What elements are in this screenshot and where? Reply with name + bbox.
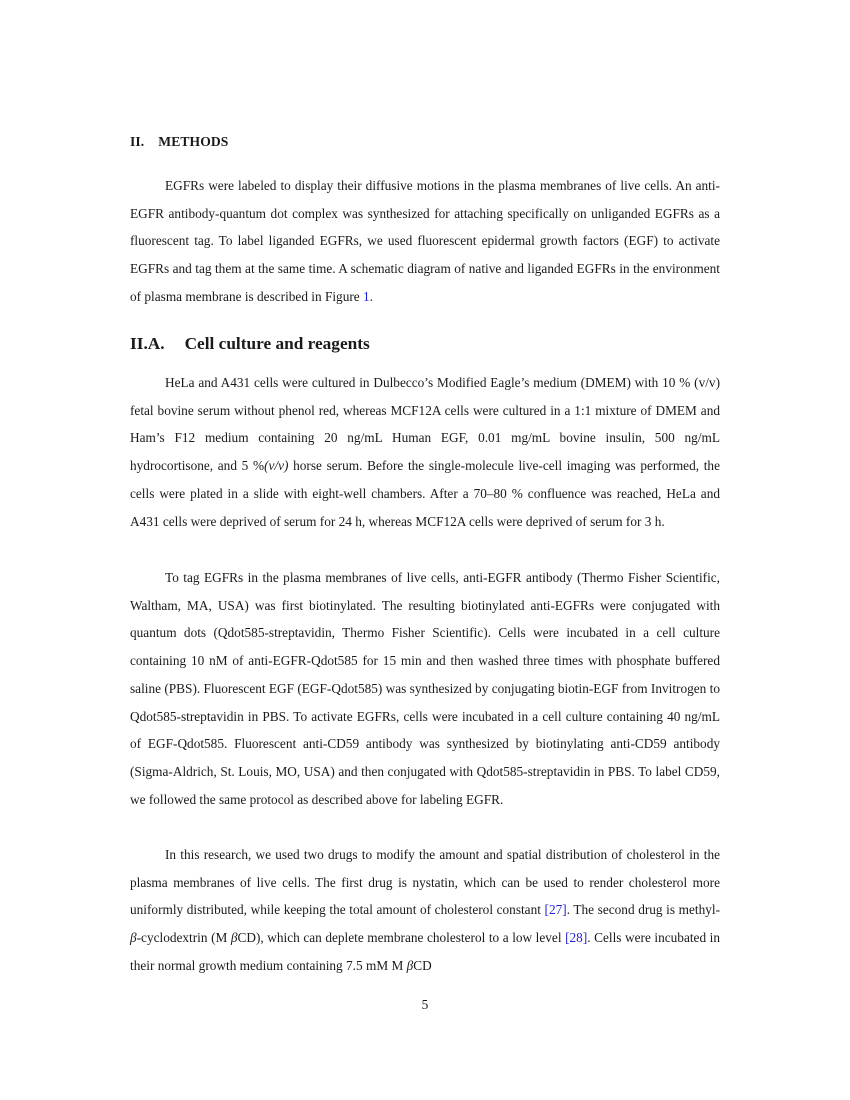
cell-culture-paragraph: HeLa and A431 cells were cultured in Dulbecco’s Modified Eagle’s medium (DMEM) with 10 % (v/v) fetal bovine serum without phenol red, whereas MCF12A cells were cultured in a 1:1 mixture of DMEM and Ham’s F12 medium containing 20 ng/mL Human EGF, 0.01 mg/mL bovine insulin, 500 ng/mL hydrocortisone, and 5 %(v/v) horse serum. Before the single-molecule live-cell imaging was performed, the cells were plated in a slide with eight-well chambers. After a 70–80 % confluence was reached, HeLa and A431 cells were deprived of serum for 24 h, whereas MCF12A cells were deprived of serum for 3 h.	[130, 375, 720, 529]
subsection-title: Cell culture and reagents	[184, 334, 370, 353]
section-title: METHODS	[158, 134, 229, 149]
labeling-paragraph: To tag EGFRs in the plasma membranes of live cells, anti-EGFR antibody (Thermo Fisher Scientific, Waltham, MA, USA) was first biotinylated. The resulting biotinylated anti-EGFRs were conjugated with quantum dots (Qdot585-streptavidin, Thermo Fisher Scientific). Cells were incubated in a cell culture containing 10 nM of anti-EGFR-Qdot585 for 15 min and then washed three times with phosphate buffered saline (PBS). Fluorescent EGF (EGF-Qdot585) was synthesized by conjugating biotin-EGF from Invitrogen to Qdot585-streptavidin in PBS. To activate EGFRs, cells were incubated in a cell culture containing 40 ng/mL of EGF-Qdot585. Fluorescent anti-CD59 antibody was synthesized by biotinylating anti-CD59 antibody (Sigma-Aldrich, St. Louis, MO, USA) and then conjugated with Qdot585-streptavidin in PBS. To label CD59, we followed the same protocol as described above for labeling EGFR.	[130, 570, 720, 807]
section-heading	[130, 134, 228, 150]
drugs-paragraph: In this research, we used two drugs to modify the amount and spatial distribution of cholesterol in the plasma membranes of live cells. The first drug is nystatin, which can be used to render cholesterol more uniformly distributed, while keeping the total amount of cholesterol constant [27]. The second drug is methyl- β-cyclodextrin (M βCD), which can deplete membrane cholesterol to a low level [28]. Cells were incubated in their normal growth medium containing 7.5 mM M βCD	[130, 847, 721, 973]
methods-intro-paragraph: EGFRs were labeled to display their diffusive motions in the plasma membranes of live cells. An anti-EGFR antibody-quantum dot complex was synthesized for attaching specifically on unliganded EGFRs as a fluorescent tag. To label liganded EGFRs, we used fluorescent epidermal growth factors (EGF) to activate EGFRs and tag them at the same time. A schematic diagram of native and liganded EGFRs in the environment of plasma membrane is described in Figure 1.	[130, 178, 720, 304]
citation-27-link[interactable]: [27]	[544, 902, 567, 918]
paper-page	[130, 0, 720, 1100]
citation-28-link[interactable]: [28]	[565, 930, 588, 946]
figure-1-link[interactable]: 1	[363, 288, 370, 304]
subsection-number: II.A.	[130, 334, 165, 353]
page-number: 5	[421, 997, 429, 1012]
section-number: II.	[130, 134, 145, 149]
subsection-heading	[130, 334, 370, 354]
